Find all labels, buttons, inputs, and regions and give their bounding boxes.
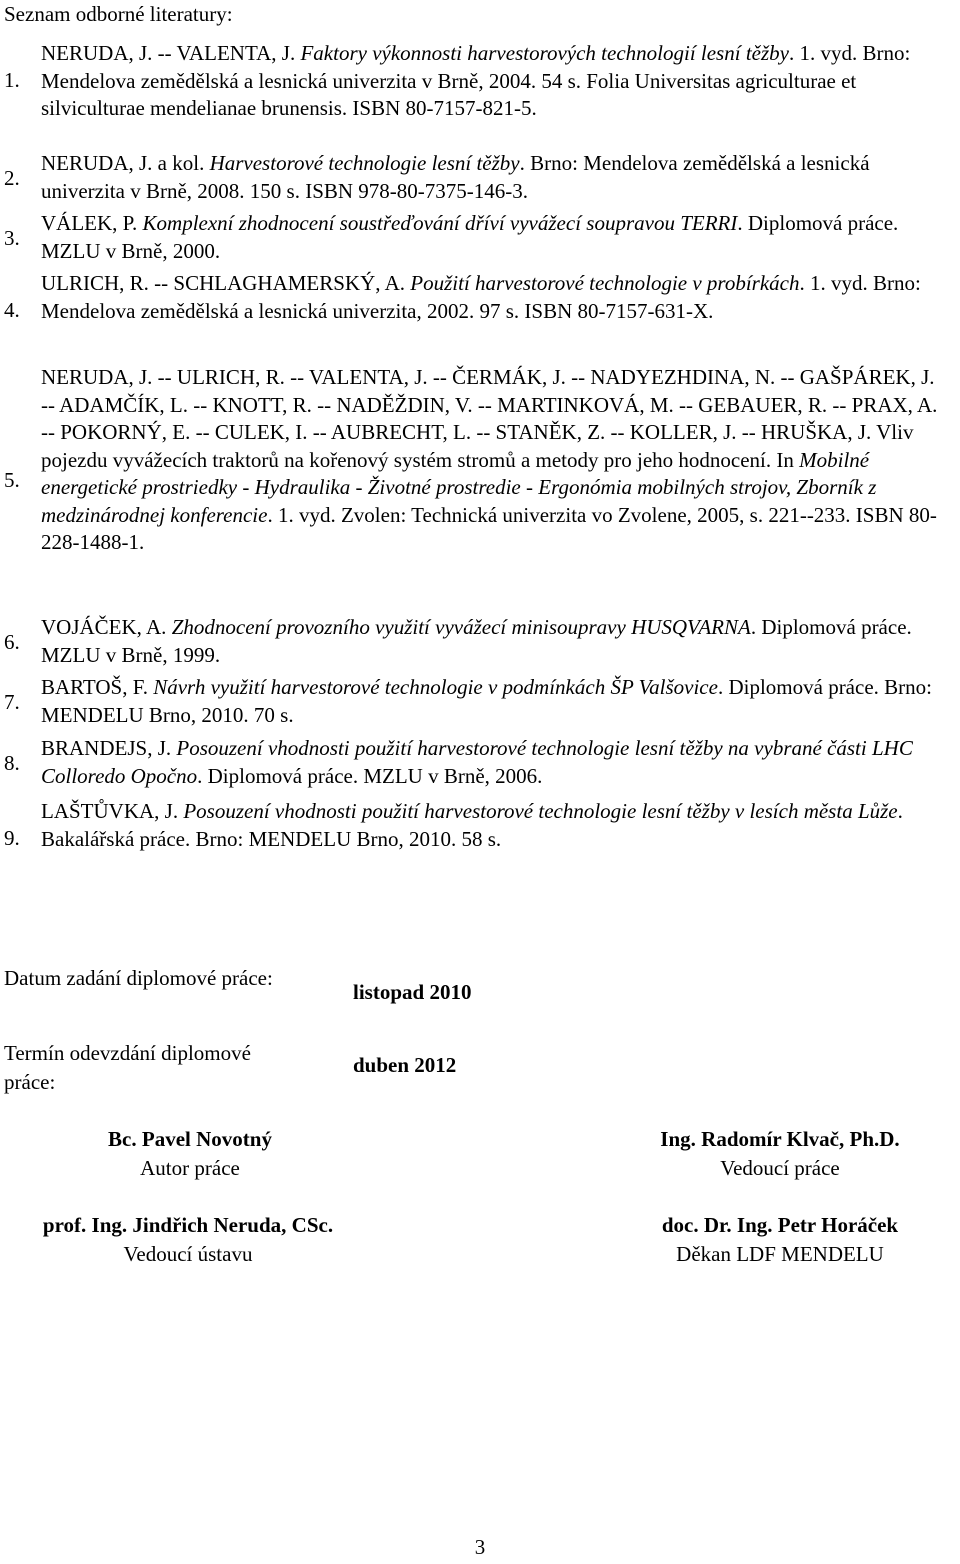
reference-title: Návrh využití harvestorové technologie v podmínkách ŠP Valšovice <box>153 675 718 699</box>
reference-number: 6. <box>4 630 20 654</box>
reference-details: . 1. vyd. Brno: Mendelova zemědělská a lesnická univerzita, 2002. 97 s. ISBN 80-7157-631-X. <box>41 271 921 323</box>
assignment-date-label: Datum zadání diplomové práce: <box>4 966 273 990</box>
reference-text <box>41 210 946 265</box>
reference-item <box>0 674 960 735</box>
supervisor-name: Ing. Radomír Klvač, Ph.D. <box>660 1127 900 1151</box>
reference-item <box>0 210 960 270</box>
reference-item <box>0 364 960 614</box>
bibliography-heading: Seznam odborné literatury: <box>4 2 233 26</box>
reference-number: 5. <box>4 468 20 492</box>
reference-number: 9. <box>4 826 20 850</box>
reference-item <box>0 614 960 674</box>
author-name: Bc. Pavel Novotný <box>108 1127 272 1151</box>
reference-authors: LAŠTŮVKA, J. <box>41 799 184 823</box>
reference-authors: VÁLEK, P. <box>41 211 143 235</box>
reference-text <box>41 150 946 205</box>
reference-text <box>41 40 946 123</box>
reference-item <box>0 40 960 150</box>
signature-head <box>0 1211 376 1269</box>
reference-authors: BARTOŠ, F. <box>41 675 154 699</box>
reference-item <box>0 270 960 364</box>
reference-text <box>41 735 946 790</box>
reference-list <box>0 40 960 858</box>
dean-role: Děkan LDF MENDELU <box>676 1242 884 1266</box>
reference-authors: NERUDA, J. -- ULRICH, R. -- VALENTA, J. -- ČERMÁK, J. -- NADYEZHDINA, N. -- GAŠPÁREK, J. -- ADAMČÍK, L. -- KNOTT, R. -- NADĚŽDIN, V. -- MARTINKOVÁ, M. -- GEBAUER, R. -- PRAX, A. -- POKORNÝ, E. -- CULEK, I. -- AUBRECHT, L. -- STANĚK, Z. -- KOLLER, J. -- HRUŠKA, J. Vliv pojezdu vyvážecích traktorů na kořenový systém stromů a metody pro jeho hodnocení. In <box>41 365 938 472</box>
reference-text <box>41 674 946 729</box>
reference-number: 1. <box>4 68 20 92</box>
reference-item <box>0 150 960 210</box>
signature-author <box>40 1125 340 1183</box>
reference-text <box>41 270 946 325</box>
reference-number: 3. <box>4 226 20 250</box>
supervisor-role: Vedoucí práce <box>720 1156 840 1180</box>
reference-title: Mobilné energetické prostriedky - Hydraulika - Životné prostredie - Ergonómia mobilných strojov, Zborník z medzinárodnej konferencie <box>41 447 877 527</box>
reference-number: 8. <box>4 751 20 775</box>
submission-date-value: duben 2012 <box>353 1053 457 1077</box>
reference-item <box>0 798 960 858</box>
reference-title: Posouzení vhodnosti použití harvestorové technologie lesní těžby v lesích města Lůže <box>183 799 898 823</box>
reference-authors: BRANDEJS, J. <box>41 736 177 760</box>
reference-item <box>0 735 960 798</box>
reference-details: . Diplomová práce. Brno: MENDELU Brno, 2010. 70 s. <box>41 675 932 727</box>
head-role: Vedoucí ústavu <box>123 1242 253 1266</box>
reference-title: Posouzení vhodnosti použití harvestorové technologie lesní těžby na vybrané části LHC Colloredo Opočno <box>41 736 913 788</box>
head-name: prof. Ing. Jindřich Neruda, CSc. <box>42 1213 334 1237</box>
reference-number: 7. <box>4 690 20 714</box>
reference-details: . Diplomová práce. MZLU v Brně, 1999. <box>41 615 912 667</box>
reference-number: 2. <box>4 166 20 190</box>
reference-title: Harvestorové technologie lesní těžby <box>209 151 520 175</box>
reference-authors: VOJÁČEK, A. <box>41 615 172 639</box>
reference-details: . 1. vyd. Zvolen: Technická univerzita vo Zvolene, 2005, s. 221--233. ISBN 80-228-1488-1. <box>41 502 937 554</box>
reference-authors: ULRICH, R. -- SCHLAGHAMERSKÝ, A. <box>41 271 411 295</box>
author-role: Autor práce <box>140 1156 240 1180</box>
reference-authors: NERUDA, J. -- VALENTA, J. <box>41 41 301 65</box>
reference-details: . Diplomová práce. MZLU v Brně, 2006. <box>197 763 543 788</box>
reference-title: Zhodnocení provozního využití vyvážecí minisoupravy HUSQVARNA <box>171 615 751 639</box>
reference-text <box>41 614 946 669</box>
reference-details: . Diplomová práce. MZLU v Brně, 2000. <box>41 211 899 263</box>
reference-number: 4. <box>4 298 20 322</box>
reference-details: . Bakalářská práce. Brno: MENDELU Brno, 2010. 58 s. <box>41 799 903 851</box>
signature-dean <box>600 1211 960 1269</box>
reference-details: . Brno: Mendelova zemědělská a lesnická univerzita v Brně, 2008. 150 s. ISBN 978-80-7375-146-3. <box>41 151 870 203</box>
reference-title: Komplexní zhodnocení soustřeďování dříví vyvážecí soupravou TERRI <box>142 211 738 235</box>
reference-title: Faktory výkonnosti harvestorových technologií lesní těžby <box>300 41 789 65</box>
reference-text <box>41 364 946 557</box>
reference-title: Použití harvestorové technologie v probírkách <box>410 271 800 295</box>
dean-name: doc. Dr. Ing. Petr Horáček <box>661 1213 899 1237</box>
reference-details: . 1. vyd. Brno: Mendelova zemědělská a lesnická univerzita v Brně, 2004. 54 s. Folia Universitas agriculturae et silviculturae mendelianae brunensis. ISBN 80-7157-821-5. <box>41 41 911 120</box>
reference-authors: NERUDA, J. a kol. <box>41 151 210 175</box>
reference-text <box>41 798 946 853</box>
submission-date-label: Termín odevzdání diplomové práce: <box>4 1041 251 1094</box>
signature-supervisor <box>600 1125 960 1183</box>
page-number: 3 <box>474 1535 486 1559</box>
assignment-date-value: listopad 2010 <box>353 980 472 1004</box>
